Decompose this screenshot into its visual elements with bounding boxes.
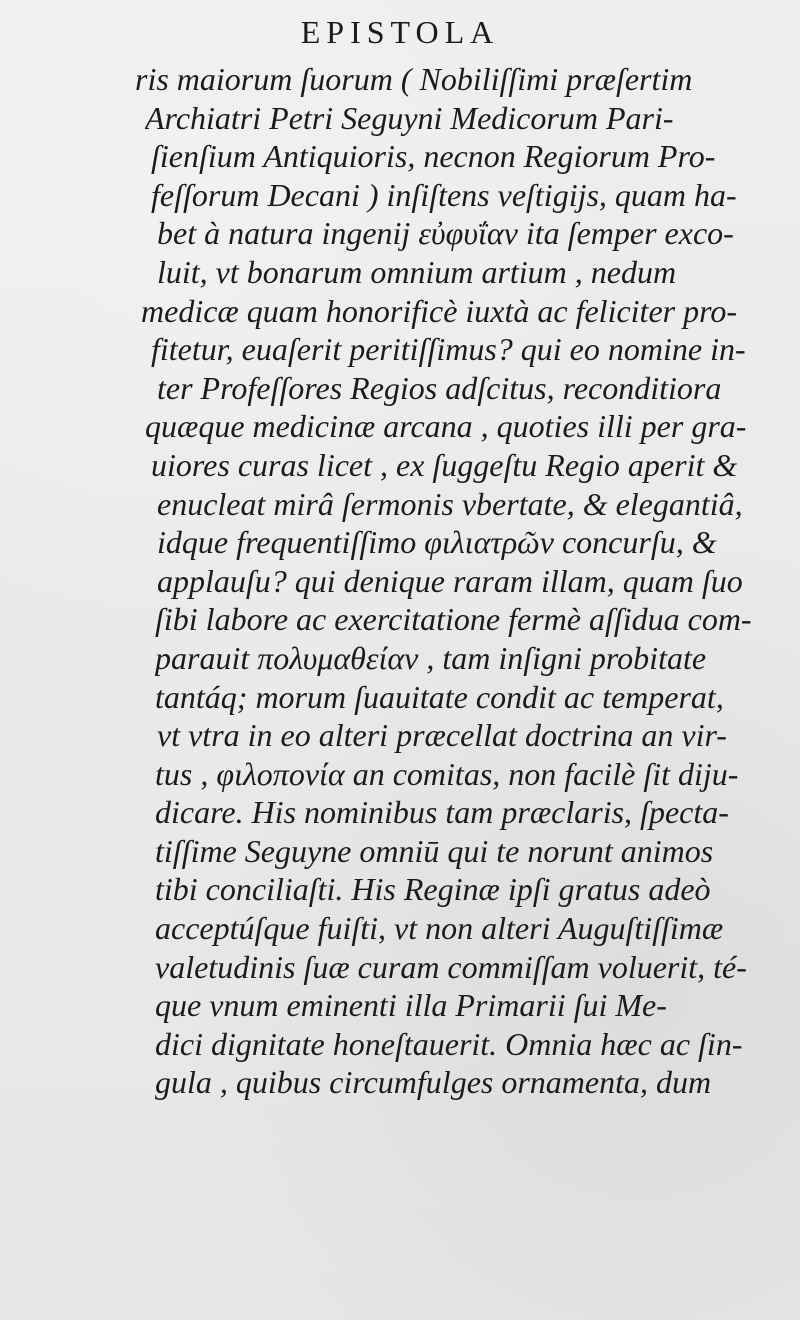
text-line: uiores curas licet , ex ſuggeſtu Regio aperit & xyxy=(151,446,738,483)
body-text xyxy=(135,60,765,1102)
text-line: fitetur, euaſerit peritiſſimus? qui eo nomine in- xyxy=(151,331,746,368)
text-line: valetudinis ſuæ curam commiſſam voluerit, té- xyxy=(155,948,747,985)
text-line: que vnum eminenti illa Primarii ſui Me- xyxy=(155,987,667,1024)
text-line: idque frequentiſſimo φιλιατρῶν concurſu, & xyxy=(157,524,717,561)
running-header: EPISTOLA xyxy=(300,14,500,50)
text-line: luit, vt bonarum omnium artium , nedum xyxy=(157,253,677,290)
text-line: acceptúſque fuiſti, vt non alteri Auguſtiſſimæ xyxy=(155,910,724,947)
text-line: tibi conciliaſti. His Reginæ ipſi gratus adeò xyxy=(155,871,711,908)
text-line: tantáq; morum ſuauitate condit ac temperat, xyxy=(155,678,724,715)
text-line: ter Profeſſores Regios adſcitus, reconditiora xyxy=(157,369,722,406)
text-line: gula , quibus circumfulges ornamenta, dum xyxy=(155,1064,712,1101)
text-line: tiſſime Seguyne omniū qui te norunt animos xyxy=(155,832,714,869)
text-line: quæque medicinæ arcana , quoties illi per gra- xyxy=(145,408,747,445)
text-line: tus , φιλοπονία an comitas, non facilè ſit diju- xyxy=(155,755,739,792)
text-line: medicæ quam honorificè iuxtà ac feliciter pro- xyxy=(141,292,738,329)
text-line: ſienſium Antiquioris, necnon Regiorum Pro- xyxy=(151,138,716,175)
text-line: Archiatri Petri Seguyni Medicorum Pari- xyxy=(145,99,674,136)
text-line: dici dignitate honeſtauerit. Omnia hæc ac ſin- xyxy=(155,1025,743,1062)
text-line: ris maiorum ſuorum ( Nobiliſſimi præſertim xyxy=(135,61,693,97)
text-line: bet à natura ingenij εὐφυΐαν ita ſemper exco- xyxy=(157,215,734,252)
text-line: vt vtra in eo alteri præcellat doctrina an vir- xyxy=(157,717,727,754)
text-line: applauſu? qui denique raram illam, quam ſuo xyxy=(157,562,743,599)
text-line: enucleat mirâ ſermonis vbertate, & elegantiâ, xyxy=(157,485,743,522)
text-line: parauit πολυμαθείαν , tam inſigni probitate xyxy=(155,639,707,676)
text-line: feſſorum Decani ) inſiſtens veſtigijs, quam ha- xyxy=(151,176,737,213)
text-line: dicare. His nominibus tam præclaris, ſpecta- xyxy=(155,794,729,831)
text-line: ſibi labore ac exercitatione fermè aſſidua com- xyxy=(155,601,752,638)
